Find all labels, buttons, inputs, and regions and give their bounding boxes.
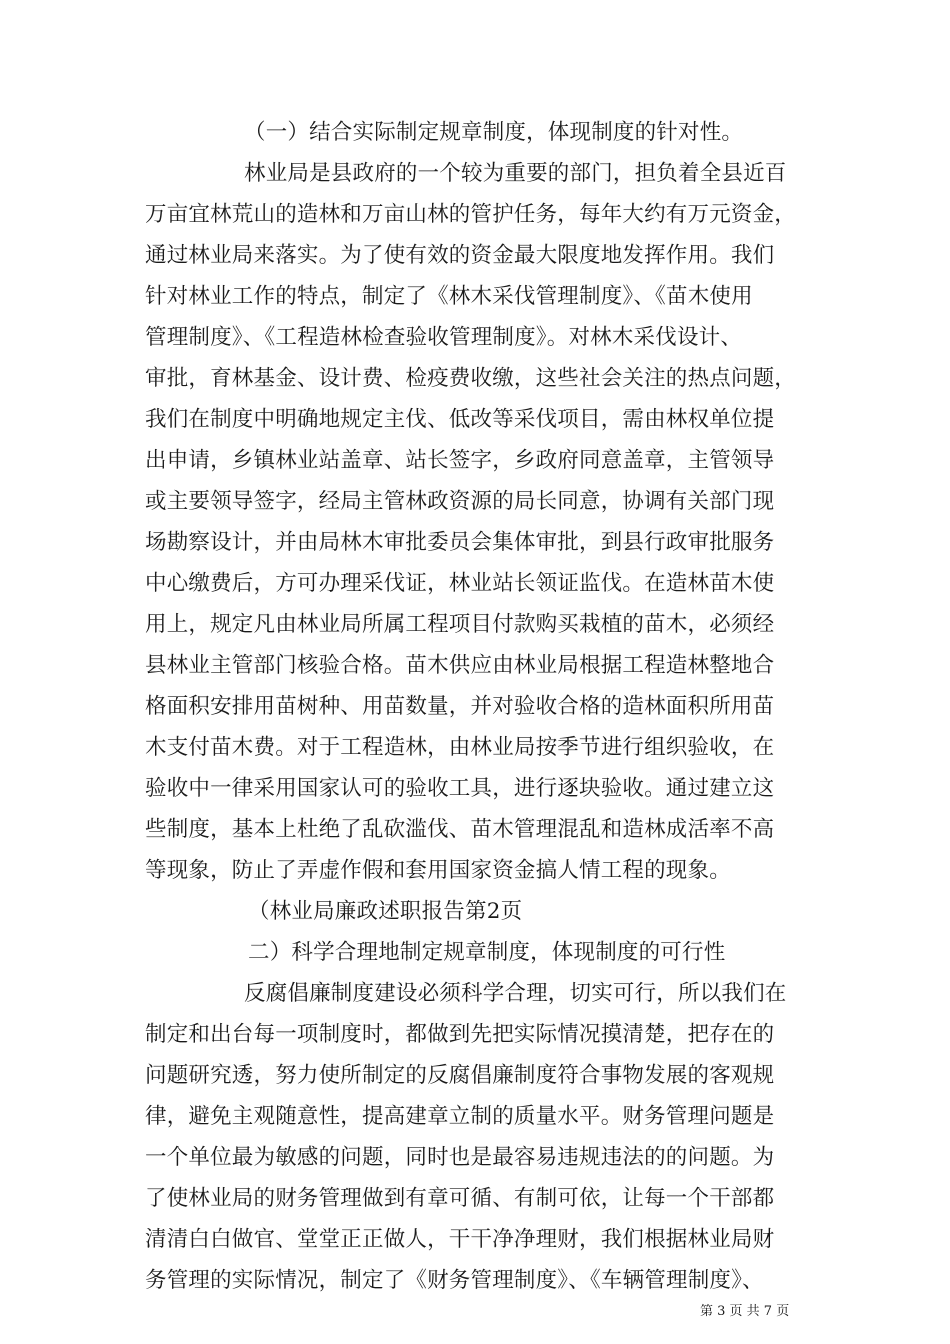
paragraph-1-line: 万亩宜林荒山的造林和万亩山林的管护任务，每年大约有万元资金， [145,202,797,227]
paragraph-1-line: 场勘察设计，并由局林木审批委员会集体审批，到县行政审批服务 [145,530,775,555]
paragraph-1-line: 用上，规定凡由林业局所属工程项目付款购买栽植的苗木，必须经 [145,612,775,637]
paragraph-1-line: 林业局是县政府的一个较为重要的部门，担负着全县近百 [244,161,787,186]
paragraph-1-line: 出申请，乡镇林业站盖章、站长签字，乡政府同意盖章，主管领导 [145,448,775,473]
paragraph-1-line: 审批，育林基金、设计费、检疫费收缴，这些社会关注的热点问题， [145,366,797,391]
paragraph-1-line: 管理制度》、《工程造林检查验收管理制度》。对林木采伐设计、 [145,325,743,350]
paragraph-1-line: 中心缴费后，方可办理采伐证，林业站长领证监伐。在造林苗木使 [145,571,775,596]
paragraph-1-line: 验收中一律采用国家认可的验收工具，进行逐块验收。通过建立这 [145,776,775,801]
paragraph-1-line: 或主要领导签字，经局主管林政资源的局长同意，协调有关部门现 [145,489,775,514]
page-number-footer: 第 3 页 共 7 页 [700,1304,790,1319]
paragraph-2-line: 制定和出台每一项制度时，都做到先把实际情况摸清楚，把存在的 [145,1022,775,1047]
paragraph-1-line: 我们在制度中明确地规定主伐、低改等采伐项目，需由林权单位提 [145,407,775,432]
paragraph-1-line: 木支付苗木费。对于工程造林，由林业局按季节进行组织验收，在 [145,735,775,760]
paragraph-2-line: 律，避免主观随意性，提高建章立制的质量水平。财务管理问题是 [145,1104,775,1129]
paragraph-2-line: 问题研究透，努力使所制定的反腐倡廉制度符合事物发展的客观规 [145,1063,775,1088]
paragraph-1-line: 格面积安排用苗树种、用苗数量，并对验收合格的造林面积所用苗 [145,694,775,719]
paragraph-1-line: 县林业主管部门核验合格。苗木供应由林业局根据工程造林整地合 [145,653,775,678]
paragraph-1-line: 通过林业局来落实。为了使有效的资金最大限度地发挥作用。我们 [145,243,775,268]
page-marker-text: （林业局廉政述职报告第2页 [248,899,523,924]
section-heading-2: 二）科学合理地制定规章制度，体现制度的可行性 [248,940,726,965]
paragraph-2-line: 务管理的实际情况，制定了《财务管理制度》、《车辆管理制度》、 [145,1268,764,1293]
section-heading-1: （一）结合实际制定规章制度，体现制度的针对性。 [244,120,744,145]
paragraph-1-line: 针对林业工作的特点，制定了《林木采伐管理制度》、《苗木使用 [145,284,753,309]
paragraph-2-line: 清清白白做官、堂堂正正做人，干干净净理财，我们根据林业局财 [145,1227,775,1252]
paragraph-1-line: 等现象，防止了弄虚作假和套用国家资金搞人情工程的现象。 [145,858,731,883]
paragraph-2-line: 反腐倡廉制度建设必须科学合理，切实可行，所以我们在 [244,981,787,1006]
paragraph-2-line: 一个单位最为敏感的问题，同时也是最容易违规违法的的问题。为 [145,1145,775,1170]
paragraph-2-line: 了使林业局的财务管理做到有章可循、有制可依，让每一个干部都 [145,1186,775,1211]
paragraph-1-line: 些制度，基本上杜绝了乱砍滥伐、苗木管理混乱和造林成活率不高 [145,817,775,842]
